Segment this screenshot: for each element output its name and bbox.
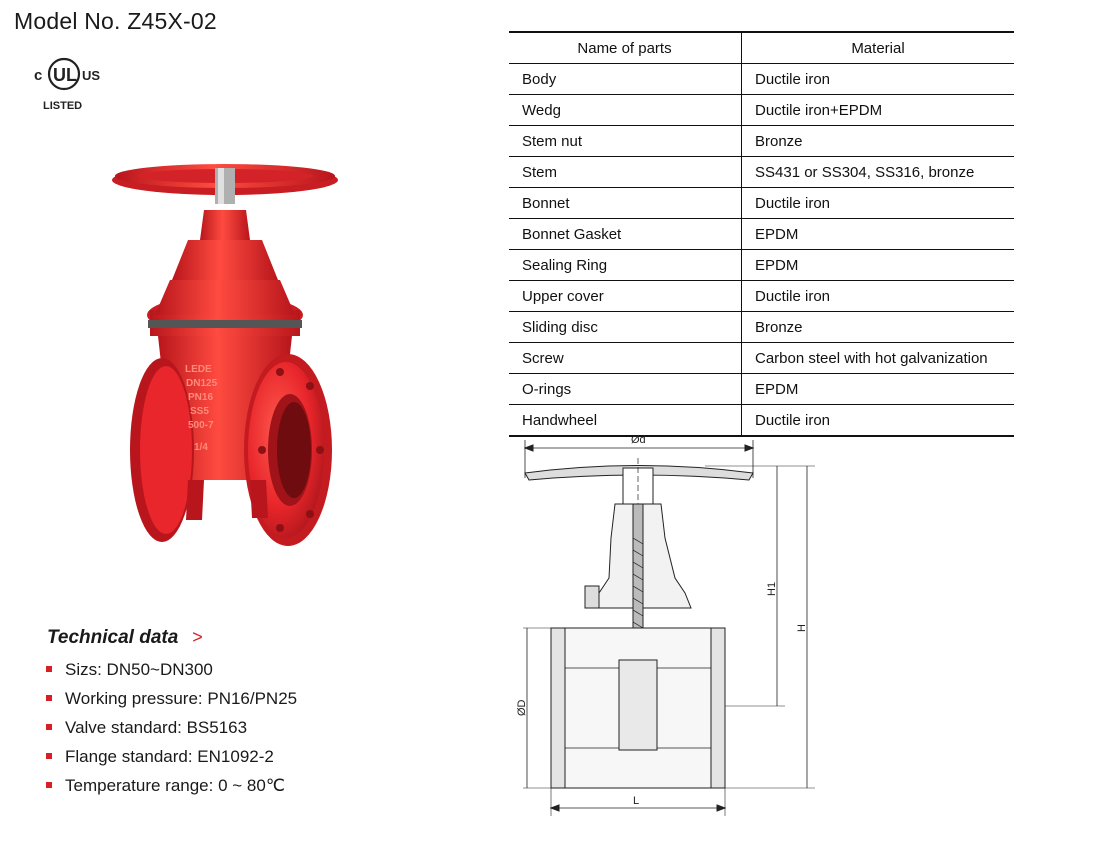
parts-material-table [509,31,1014,437]
part-name-cell: Sealing Ring [509,250,742,281]
part-material-cell: Ductile iron [742,405,1015,437]
list-item: Flange standard: EN1092-2 [46,743,297,772]
list-item: Valve standard: BS5163 [46,714,297,743]
list-item: Working pressure: PN16/PN25 [46,685,297,714]
bullet-icon [46,782,52,788]
table-row [509,219,1014,250]
part-name-cell: Sliding disc [509,312,742,343]
technical-data-list [46,656,297,801]
column-header-name: Name of parts [509,32,742,64]
part-material-cell: Bronze [742,126,1015,157]
svg-text:UL: UL [53,65,77,85]
part-material-cell: Bronze [742,312,1015,343]
part-name-cell: Upper cover [509,281,742,312]
list-item: Temperature range: 0 ~ 80℃ [46,772,297,801]
svg-text:L: L [633,795,640,807]
table-row [509,157,1014,188]
table-header-row [509,32,1014,64]
svg-text:Ød: Ød [631,434,646,446]
svg-text:1/4: 1/4 [194,442,208,453]
svg-text:LISTED: LISTED [43,100,83,112]
model-title: Model No. Z45X-02 [14,8,217,34]
part-material-cell: Ductile iron [742,64,1015,95]
ul-listed-logo [30,54,110,116]
bullet-icon [46,724,52,730]
part-name-cell: Handwheel [509,405,742,437]
part-name-cell: Wedg [509,95,742,126]
part-name-cell: Stem nut [509,126,742,157]
part-name-cell: Body [509,64,742,95]
part-name-cell: Bonnet Gasket [509,219,742,250]
part-material-cell: EPDM [742,374,1015,405]
svg-text:PN16: PN16 [188,392,214,403]
valve-photo [100,150,350,570]
part-name-cell: O-rings [509,374,742,405]
svg-text:500-7: 500-7 [188,420,214,431]
part-material-cell: Carbon steel with hot galvanization [742,343,1015,374]
svg-text:ØD: ØD [516,699,528,716]
table-row [509,374,1014,405]
table-row [509,281,1014,312]
table-row [509,126,1014,157]
table-row [509,250,1014,281]
table-row [509,188,1014,219]
svg-text:SS5: SS5 [190,406,209,417]
bullet-icon [46,695,52,701]
part-material-cell: EPDM [742,250,1015,281]
bullet-icon [46,666,52,672]
part-material-cell: Ductile iron+EPDM [742,95,1015,126]
column-header-material: Material [742,32,1015,64]
part-material-cell: Ductile iron [742,188,1015,219]
valve-dimension-drawing [505,428,825,828]
table-row [509,343,1014,374]
svg-text:H1: H1 [766,581,778,596]
part-material-cell: EPDM [742,219,1015,250]
svg-text:c: c [34,67,43,84]
part-name-cell: Screw [509,343,742,374]
table-row [509,95,1014,126]
part-material-cell: Ductile iron [742,281,1015,312]
list-item: Sizs: DN50~DN300 [46,656,297,685]
part-name-cell: Stem [509,157,742,188]
bullet-icon [46,753,52,759]
technical-data-title: Technical data > [47,627,203,648]
svg-text:DN125: DN125 [186,378,218,389]
svg-text:US: US [82,68,101,83]
part-material-cell: SS431 or SS304, SS316, bronze [742,157,1015,188]
table-row [509,64,1014,95]
svg-text:H: H [796,624,808,632]
table-row [509,312,1014,343]
chevron-right-icon: > [192,627,203,647]
svg-text:LEDE: LEDE [185,364,212,375]
part-name-cell: Bonnet [509,188,742,219]
